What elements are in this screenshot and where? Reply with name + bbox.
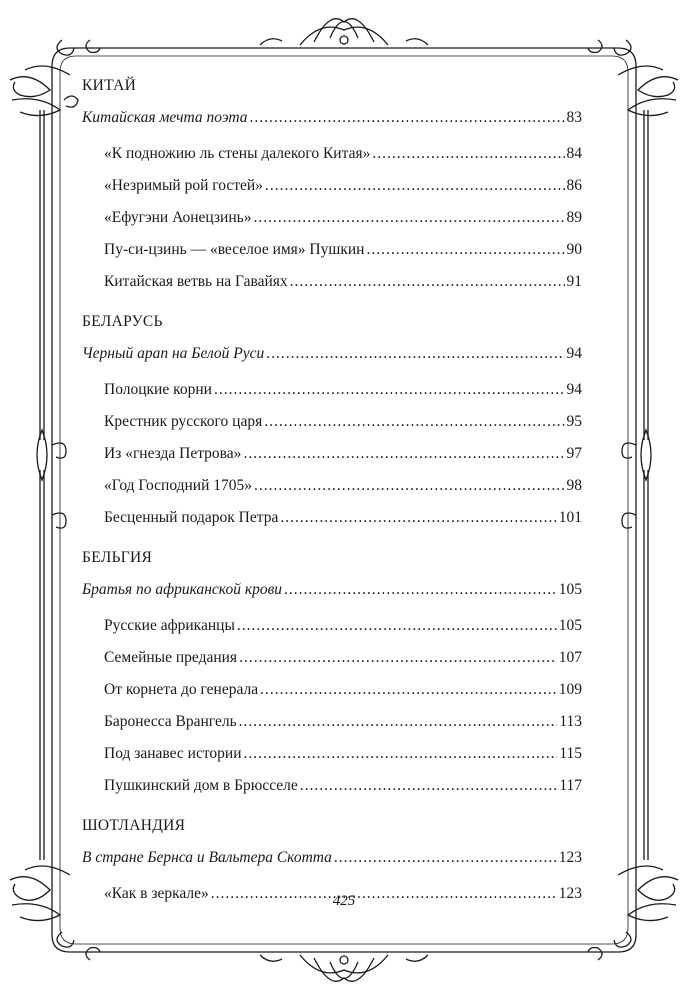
dot-leader [266,338,564,370]
dot-leader [264,406,564,438]
toc-chapter-page: 94 [566,345,582,362]
toc-entry[interactable] [82,674,582,706]
table-of-contents [82,70,582,910]
toc-entry[interactable] [82,234,582,266]
toc-entry-page: 84 [566,145,582,162]
toc-entry-title: Китайская ветвь на Гавайях [104,273,288,290]
toc-entry-title: Крестник русского царя [104,413,263,430]
toc-entry-title: Из «гнезда Петрова» [104,445,242,462]
toc-entry-page: 97 [566,445,582,462]
toc-entry-page: 91 [566,273,582,290]
toc-entry-page: 90 [566,241,582,258]
toc-entry-page: 107 [558,649,582,666]
toc-chapter-page: 123 [558,849,582,866]
toc-entry[interactable] [82,610,582,642]
toc-entry-title: Полоцкие корни [104,381,212,398]
toc-entry[interactable] [82,642,582,674]
toc-entry-page: 115 [559,745,582,762]
toc-entry-page: 94 [566,381,582,398]
section-title: БЕЛЬГИЯ [82,549,153,566]
toc-entry[interactable] [82,770,582,802]
toc-entry-page: 117 [559,777,582,794]
toc-entry-page: 95 [566,413,582,430]
dot-leader [243,438,564,470]
toc-entry-title: Пу-си-цзинь — «веселое имя» Пушкин [104,241,365,258]
toc-entry[interactable] [82,138,582,170]
dot-leader [290,266,565,298]
dot-leader [284,574,557,606]
toc-entry[interactable] [82,266,582,298]
toc-entry-title: Семейные предания [104,649,238,666]
section-title: ШОТЛАНДИЯ [82,817,186,834]
toc-entry[interactable] [82,406,582,438]
toc-chapter[interactable] [82,574,582,606]
toc-entry-title: «Как в зеркале» [104,885,209,902]
section-title: КИТАЙ [82,77,137,94]
toc-entry[interactable] [82,374,582,406]
toc-chapter-title: Китайская мечта поэта [82,109,248,126]
toc-entry[interactable] [82,738,582,770]
toc-entry-title: Русские африканцы [104,617,235,634]
toc-entry-title: «Год Господний 1705» [104,477,253,494]
dot-leader [280,502,556,534]
toc-chapter-title: В стране Бернса и Вальтера Скотта [82,849,332,866]
toc-entry-title: «Ефугэни Аонецзинь» [104,209,252,226]
toc-entry-title: Баронесса Врангель [104,713,237,730]
toc-entry-page: 123 [558,885,582,902]
toc-entry-page: 89 [566,209,582,226]
page-number: 425 [332,893,356,909]
dot-leader [300,770,558,802]
dot-leader [253,202,564,234]
dot-leader [372,138,564,170]
toc-entry-title: «К подножию ль стены далекого Китая» [104,145,371,162]
toc-entry-page: 98 [566,477,582,494]
toc-chapter[interactable] [82,842,582,874]
toc-chapter[interactable] [82,102,582,134]
toc-entry-page: 109 [558,681,582,698]
section-title: БЕЛАРУСЬ [82,313,163,330]
toc-entry-page: 113 [559,713,582,730]
toc-entry[interactable] [82,202,582,234]
toc-entry-title: Под занавес истории [104,745,242,762]
toc-entry-page: 101 [558,509,582,526]
toc-entry-title: «Незримый рой гостей» [104,177,263,194]
dot-leader [237,610,557,642]
dot-leader [244,738,558,770]
dot-leader [214,374,565,406]
dot-leader [265,170,565,202]
toc-entry[interactable] [82,706,582,738]
toc-entry-title: Бесценный подарок Петра [104,509,279,526]
toc-entry[interactable] [82,470,582,502]
dot-leader [260,674,557,706]
dot-leader [250,102,565,134]
dot-leader [239,706,558,738]
toc-chapter[interactable] [82,338,582,370]
toc-chapter-title: Черный арап на Белой Руси [82,345,265,362]
dot-leader [239,642,557,674]
toc-entry[interactable] [82,502,582,534]
dot-leader [334,842,557,874]
toc-entry[interactable] [82,438,582,470]
dot-leader [254,470,564,502]
dot-leader [366,234,564,266]
toc-entry-page: 86 [566,177,582,194]
toc-chapter-page: 83 [566,109,582,126]
toc-entry-title: Пушкинский дом в Брюсселе [104,777,298,794]
toc-chapter-title: Братья по африканской крови [82,581,283,598]
toc-entry-title: От корнета до генерала [104,681,259,698]
toc-entry-page: 105 [558,617,582,634]
toc-chapter-page: 105 [558,581,582,598]
toc-entry[interactable] [82,170,582,202]
